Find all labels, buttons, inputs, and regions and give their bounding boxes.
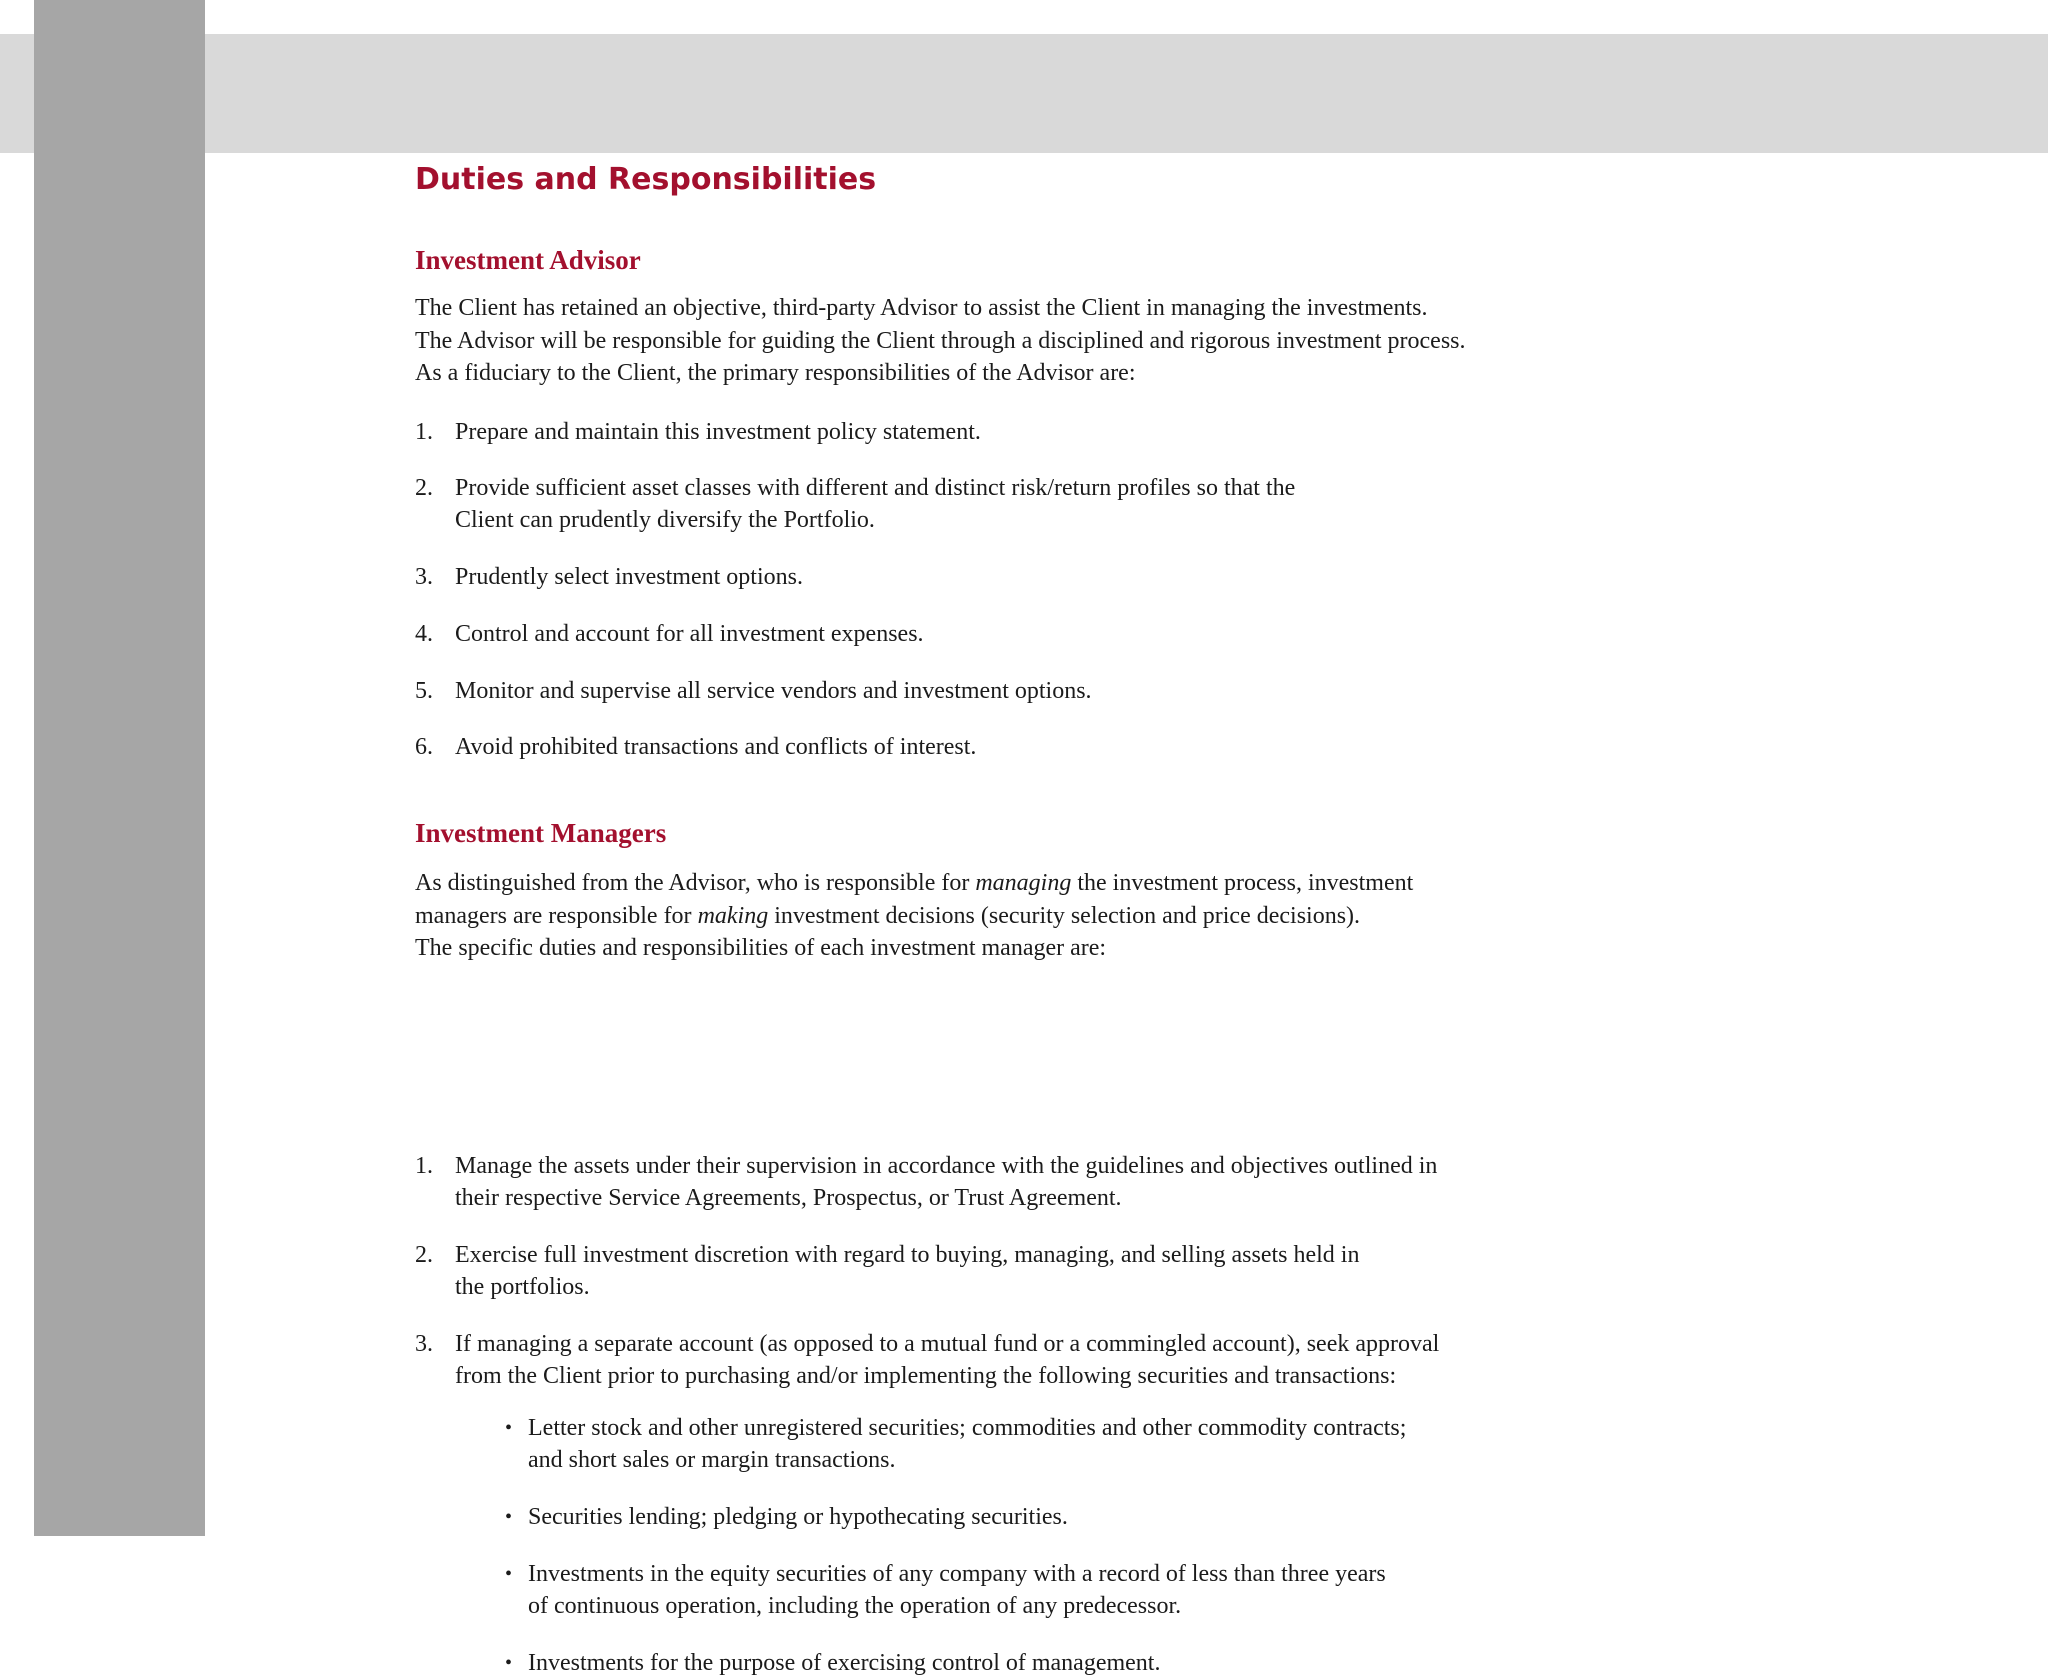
advisor-intro-line: The Client has retained an objective, third-party Advisor to assist the Client in managing the investments. <box>415 295 1428 321</box>
bullet-symbol: • <box>505 1417 513 1439</box>
managers-heading: Investment Managers <box>415 818 667 848</box>
item-text: Client can prudently diversify the Portfolio. <box>455 507 875 533</box>
item-text: If managing a separate account (as opposed to a mutual fund or a commingled account), seek approval <box>455 1331 1440 1357</box>
item-number: 2. <box>415 475 433 501</box>
item-text: Prudently select investment options. <box>455 564 803 590</box>
bullet-text: Investments for the purpose of exercising control of management. <box>528 1650 1161 1676</box>
item-text: Monitor and supervise all service vendors and investment options. <box>455 678 1092 704</box>
item-text: Provide sufficient asset classes with different and distinct risk/return profiles so that the <box>455 475 1296 501</box>
bullet-text: of continuous operation, including the operation of any predecessor. <box>528 1593 1182 1619</box>
bullet-symbol: • <box>505 1506 513 1528</box>
item-text: Prepare and maintain this investment policy statement. <box>455 419 981 445</box>
item-number: 5. <box>415 678 433 704</box>
item-text: from the Client prior to purchasing and/or implementing the following securities and transactions: <box>455 1363 1397 1389</box>
item-text: Manage the assets under their supervision in accordance with the guidelines and objectives outlined in <box>455 1153 1438 1179</box>
managers-intro <box>415 867 1413 965</box>
bullet-text: Letter stock and other unregistered securities; commodities and other commodity contracts; <box>528 1415 1407 1441</box>
advisor-intro-line: As a fiduciary to the Client, the primary responsibilities of the Advisor are: <box>415 360 1136 386</box>
item-number: 6. <box>415 734 433 760</box>
item-text: Avoid prohibited transactions and conflicts of interest. <box>455 734 977 760</box>
item-text: Exercise full investment discretion with regard to buying, managing, and selling assets held in <box>455 1242 1360 1268</box>
item-number: 3. <box>415 1331 433 1357</box>
slide-left-rail <box>34 0 205 1536</box>
slide-header-band <box>0 34 2048 153</box>
advisor-intro-line: The Advisor will be responsible for guiding the Client through a disciplined and rigorous investment process. <box>415 327 1466 354</box>
bullet-text: Investments in the equity securities of any company with a record of less than three years <box>528 1561 1386 1587</box>
bullet-symbol: • <box>505 1652 513 1674</box>
item-text: their respective Service Agreements, Prospectus, or Trust Agreement. <box>455 1185 1122 1211</box>
bullet-text: Securities lending; pledging or hypothecating securities. <box>528 1504 1068 1530</box>
item-number: 2. <box>415 1242 433 1268</box>
managers-intro-line: As distinguished from the Advisor, who is responsible for managing the investment process, investment <box>415 870 1414 896</box>
item-text: the portfolios. <box>455 1274 590 1300</box>
managers-intro-line: The specific duties and responsibilities of each investment manager are: <box>415 935 1107 961</box>
advisor-intro <box>415 292 1466 390</box>
item-number: 3. <box>415 564 433 590</box>
document-title: Duties and Responsibilities <box>415 162 877 197</box>
bullet-text: and short sales or margin transactions. <box>528 1447 896 1473</box>
managers-intro-line: managers are responsible for making investment decisions (security selection and price decisions). <box>415 902 1361 929</box>
item-text: Control and account for all investment expenses. <box>455 621 924 647</box>
item-number: 4. <box>415 621 433 647</box>
bullet-symbol: • <box>505 1563 513 1585</box>
item-number: 1. <box>415 1153 433 1179</box>
item-number: 1. <box>415 419 433 445</box>
advisor-heading: Investment Advisor <box>415 245 641 275</box>
